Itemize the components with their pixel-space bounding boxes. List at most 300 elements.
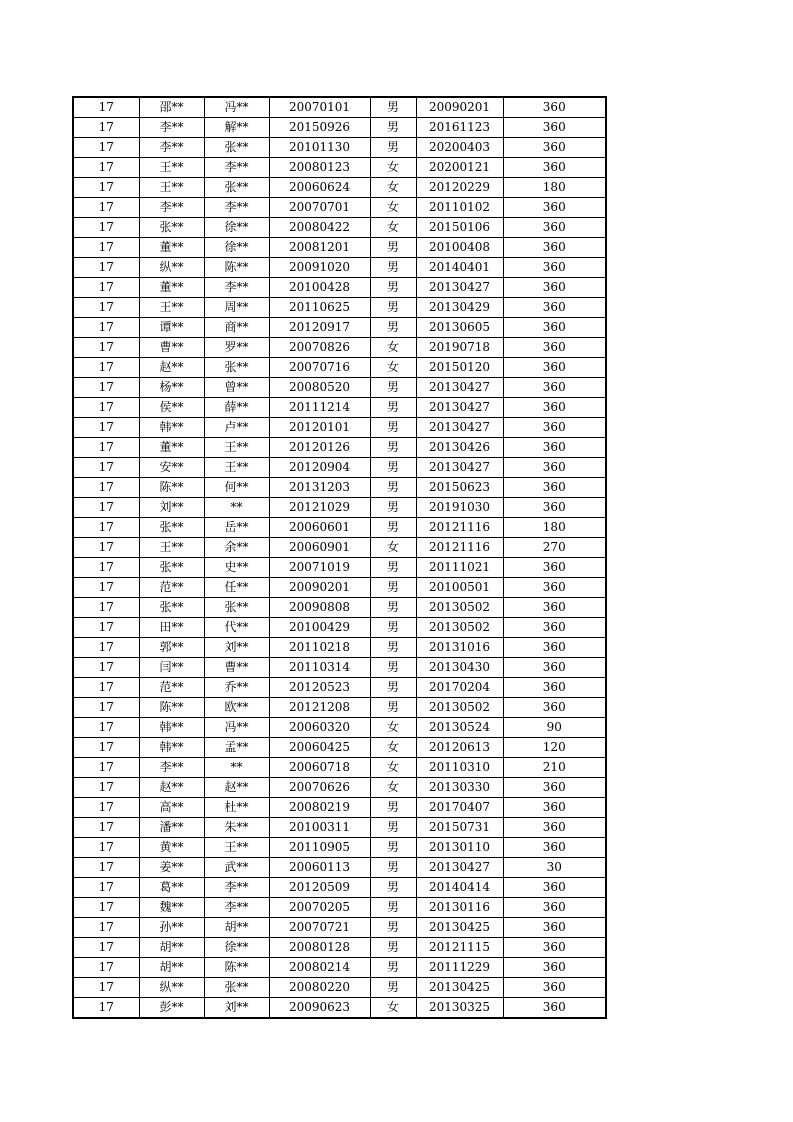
- name-a-cell: 张**: [139, 558, 204, 578]
- table-row: [73, 558, 606, 578]
- group-cell: 17: [73, 758, 139, 778]
- end-date-cell: 20130426: [416, 438, 503, 458]
- table-row: [73, 418, 606, 438]
- name-b-cell: 张**: [204, 138, 269, 158]
- group-cell: 17: [73, 378, 139, 398]
- name-b-cell: 朱**: [204, 818, 269, 838]
- end-date-cell: 20130110: [416, 838, 503, 858]
- name-b-cell: 张**: [204, 358, 269, 378]
- table-row: [73, 118, 606, 138]
- table-row: [73, 638, 606, 658]
- gender-cell: 男: [370, 258, 416, 278]
- name-a-cell: 田**: [139, 618, 204, 638]
- days-cell: 360: [503, 138, 606, 158]
- gender-cell: 女: [370, 738, 416, 758]
- days-cell: 360: [503, 378, 606, 398]
- start-date-cell: 20121029: [269, 498, 370, 518]
- end-date-cell: 20161123: [416, 118, 503, 138]
- days-cell: 360: [503, 118, 606, 138]
- group-cell: 17: [73, 118, 139, 138]
- table-row: [73, 518, 606, 538]
- start-date-cell: 20060624: [269, 178, 370, 198]
- name-a-cell: 谭**: [139, 318, 204, 338]
- group-cell: 17: [73, 838, 139, 858]
- group-cell: 17: [73, 298, 139, 318]
- name-b-cell: 任**: [204, 578, 269, 598]
- name-a-cell: 纵**: [139, 258, 204, 278]
- table-row: [73, 618, 606, 638]
- days-cell: 360: [503, 398, 606, 418]
- end-date-cell: 20130425: [416, 918, 503, 938]
- name-a-cell: 韩**: [139, 738, 204, 758]
- start-date-cell: 20070826: [269, 338, 370, 358]
- start-date-cell: 20131203: [269, 478, 370, 498]
- gender-cell: 男: [370, 858, 416, 878]
- table-row: [73, 578, 606, 598]
- days-cell: 360: [503, 938, 606, 958]
- days-cell: 360: [503, 838, 606, 858]
- table-row: [73, 938, 606, 958]
- end-date-cell: 20170407: [416, 798, 503, 818]
- days-cell: 360: [503, 298, 606, 318]
- group-cell: 17: [73, 778, 139, 798]
- name-a-cell: 黄**: [139, 838, 204, 858]
- end-date-cell: 20090201: [416, 97, 503, 118]
- end-date-cell: 20121115: [416, 938, 503, 958]
- start-date-cell: 20070701: [269, 198, 370, 218]
- start-date-cell: 20101130: [269, 138, 370, 158]
- days-cell: 360: [503, 458, 606, 478]
- name-a-cell: 曹**: [139, 338, 204, 358]
- name-a-cell: 韩**: [139, 718, 204, 738]
- days-cell: 360: [503, 918, 606, 938]
- start-date-cell: 20120917: [269, 318, 370, 338]
- start-date-cell: 20120101: [269, 418, 370, 438]
- gender-cell: 男: [370, 318, 416, 338]
- gender-cell: 男: [370, 618, 416, 638]
- name-a-cell: 彭**: [139, 998, 204, 1019]
- days-cell: 360: [503, 278, 606, 298]
- name-b-cell: 徐**: [204, 218, 269, 238]
- gender-cell: 男: [370, 958, 416, 978]
- table-row: [73, 538, 606, 558]
- days-cell: 360: [503, 638, 606, 658]
- table-row: [73, 398, 606, 418]
- gender-cell: 男: [370, 378, 416, 398]
- gender-cell: 男: [370, 898, 416, 918]
- name-b-cell: 欧**: [204, 698, 269, 718]
- end-date-cell: 20130502: [416, 698, 503, 718]
- name-b-cell: 罗**: [204, 338, 269, 358]
- days-cell: 360: [503, 478, 606, 498]
- name-a-cell: 侯**: [139, 398, 204, 418]
- group-cell: 17: [73, 438, 139, 458]
- days-cell: 360: [503, 438, 606, 458]
- group-cell: 17: [73, 258, 139, 278]
- end-date-cell: 20200403: [416, 138, 503, 158]
- start-date-cell: 20080220: [269, 978, 370, 998]
- days-cell: 90: [503, 718, 606, 738]
- table-row: [73, 238, 606, 258]
- days-cell: 360: [503, 598, 606, 618]
- end-date-cell: 20130116: [416, 898, 503, 918]
- name-a-cell: 魏**: [139, 898, 204, 918]
- name-b-cell: 冯**: [204, 97, 269, 118]
- gender-cell: 女: [370, 358, 416, 378]
- name-b-cell: 冯**: [204, 718, 269, 738]
- end-date-cell: 20130330: [416, 778, 503, 798]
- name-b-cell: 岳**: [204, 518, 269, 538]
- name-b-cell: 张**: [204, 978, 269, 998]
- name-b-cell: **: [204, 498, 269, 518]
- group-cell: 17: [73, 198, 139, 218]
- group-cell: 17: [73, 898, 139, 918]
- name-b-cell: 赵**: [204, 778, 269, 798]
- end-date-cell: 20130605: [416, 318, 503, 338]
- name-a-cell: 纵**: [139, 978, 204, 998]
- name-b-cell: 史**: [204, 558, 269, 578]
- name-a-cell: 李**: [139, 118, 204, 138]
- table-row: [73, 358, 606, 378]
- gender-cell: 男: [370, 818, 416, 838]
- name-a-cell: 安**: [139, 458, 204, 478]
- end-date-cell: 20110102: [416, 198, 503, 218]
- name-b-cell: 张**: [204, 178, 269, 198]
- name-a-cell: 刘**: [139, 498, 204, 518]
- gender-cell: 男: [370, 418, 416, 438]
- group-cell: 17: [73, 918, 139, 938]
- name-a-cell: 韩**: [139, 418, 204, 438]
- days-cell: 360: [503, 97, 606, 118]
- end-date-cell: 20110310: [416, 758, 503, 778]
- gender-cell: 女: [370, 718, 416, 738]
- gender-cell: 女: [370, 178, 416, 198]
- records-table-body: [73, 97, 606, 1018]
- gender-cell: 男: [370, 138, 416, 158]
- group-cell: 17: [73, 558, 139, 578]
- days-cell: 360: [503, 418, 606, 438]
- name-a-cell: 李**: [139, 758, 204, 778]
- group-cell: 17: [73, 978, 139, 998]
- name-a-cell: 胡**: [139, 938, 204, 958]
- table-row: [73, 878, 606, 898]
- start-date-cell: 20060718: [269, 758, 370, 778]
- gender-cell: 女: [370, 538, 416, 558]
- days-cell: 360: [503, 798, 606, 818]
- end-date-cell: 20130502: [416, 618, 503, 638]
- end-date-cell: 20130524: [416, 718, 503, 738]
- days-cell: 360: [503, 158, 606, 178]
- start-date-cell: 20110905: [269, 838, 370, 858]
- group-cell: 17: [73, 418, 139, 438]
- gender-cell: 男: [370, 498, 416, 518]
- group-cell: 17: [73, 358, 139, 378]
- name-b-cell: 乔**: [204, 678, 269, 698]
- start-date-cell: 20091020: [269, 258, 370, 278]
- name-b-cell: **: [204, 758, 269, 778]
- group-cell: 17: [73, 478, 139, 498]
- end-date-cell: 20150106: [416, 218, 503, 238]
- gender-cell: 女: [370, 758, 416, 778]
- end-date-cell: 20140414: [416, 878, 503, 898]
- table-row: [73, 698, 606, 718]
- name-a-cell: 李**: [139, 198, 204, 218]
- end-date-cell: 20190718: [416, 338, 503, 358]
- days-cell: 360: [503, 338, 606, 358]
- gender-cell: 女: [370, 198, 416, 218]
- start-date-cell: 20080422: [269, 218, 370, 238]
- days-cell: 360: [503, 578, 606, 598]
- name-b-cell: 李**: [204, 898, 269, 918]
- name-b-cell: 曾**: [204, 378, 269, 398]
- start-date-cell: 20120509: [269, 878, 370, 898]
- gender-cell: 男: [370, 478, 416, 498]
- gender-cell: 男: [370, 97, 416, 118]
- table-row: [73, 958, 606, 978]
- table-row: [73, 978, 606, 998]
- start-date-cell: 20060113: [269, 858, 370, 878]
- name-a-cell: 王**: [139, 178, 204, 198]
- end-date-cell: 20131016: [416, 638, 503, 658]
- end-date-cell: 20130502: [416, 598, 503, 618]
- start-date-cell: 20080520: [269, 378, 370, 398]
- gender-cell: 男: [370, 798, 416, 818]
- table-row: [73, 738, 606, 758]
- end-date-cell: 20150120: [416, 358, 503, 378]
- start-date-cell: 20060901: [269, 538, 370, 558]
- name-b-cell: 周**: [204, 298, 269, 318]
- days-cell: 180: [503, 518, 606, 538]
- days-cell: 360: [503, 318, 606, 338]
- group-cell: 17: [73, 618, 139, 638]
- name-a-cell: 杨**: [139, 378, 204, 398]
- days-cell: 360: [503, 558, 606, 578]
- table-row: [73, 278, 606, 298]
- table-row: [73, 798, 606, 818]
- group-cell: 17: [73, 458, 139, 478]
- table-row: [73, 998, 606, 1019]
- name-b-cell: 胡**: [204, 918, 269, 938]
- start-date-cell: 20080128: [269, 938, 370, 958]
- gender-cell: 女: [370, 158, 416, 178]
- gender-cell: 男: [370, 638, 416, 658]
- name-b-cell: 王**: [204, 438, 269, 458]
- start-date-cell: 20060320: [269, 718, 370, 738]
- name-a-cell: 赵**: [139, 358, 204, 378]
- days-cell: 360: [503, 818, 606, 838]
- days-cell: 180: [503, 178, 606, 198]
- start-date-cell: 20110314: [269, 658, 370, 678]
- records-table: [72, 96, 607, 1019]
- table-row: [73, 498, 606, 518]
- start-date-cell: 20100428: [269, 278, 370, 298]
- gender-cell: 女: [370, 218, 416, 238]
- group-cell: 17: [73, 178, 139, 198]
- group-cell: 17: [73, 538, 139, 558]
- days-cell: 360: [503, 998, 606, 1019]
- name-b-cell: 武**: [204, 858, 269, 878]
- start-date-cell: 20120126: [269, 438, 370, 458]
- name-b-cell: 余**: [204, 538, 269, 558]
- gender-cell: 男: [370, 458, 416, 478]
- name-b-cell: 代**: [204, 618, 269, 638]
- gender-cell: 男: [370, 918, 416, 938]
- days-cell: 360: [503, 778, 606, 798]
- name-a-cell: 董**: [139, 438, 204, 458]
- end-date-cell: 20170204: [416, 678, 503, 698]
- group-cell: 17: [73, 318, 139, 338]
- name-a-cell: 董**: [139, 278, 204, 298]
- name-a-cell: 张**: [139, 518, 204, 538]
- gender-cell: 男: [370, 878, 416, 898]
- days-cell: 360: [503, 498, 606, 518]
- group-cell: 17: [73, 398, 139, 418]
- name-b-cell: 徐**: [204, 938, 269, 958]
- table-row: [73, 898, 606, 918]
- days-cell: 360: [503, 898, 606, 918]
- name-a-cell: 胡**: [139, 958, 204, 978]
- table-row: [73, 338, 606, 358]
- start-date-cell: 20060601: [269, 518, 370, 538]
- group-cell: 17: [73, 858, 139, 878]
- name-a-cell: 王**: [139, 298, 204, 318]
- days-cell: 210: [503, 758, 606, 778]
- start-date-cell: 20150926: [269, 118, 370, 138]
- start-date-cell: 20110218: [269, 638, 370, 658]
- table-row: [73, 758, 606, 778]
- end-date-cell: 20100501: [416, 578, 503, 598]
- start-date-cell: 20080123: [269, 158, 370, 178]
- name-a-cell: 陈**: [139, 698, 204, 718]
- name-a-cell: 闫**: [139, 658, 204, 678]
- group-cell: 17: [73, 598, 139, 618]
- days-cell: 30: [503, 858, 606, 878]
- start-date-cell: 20120904: [269, 458, 370, 478]
- table-row: [73, 478, 606, 498]
- name-a-cell: 王**: [139, 158, 204, 178]
- gender-cell: 女: [370, 998, 416, 1019]
- gender-cell: 男: [370, 678, 416, 698]
- gender-cell: 男: [370, 698, 416, 718]
- end-date-cell: 20111229: [416, 958, 503, 978]
- table-row: [73, 138, 606, 158]
- group-cell: 17: [73, 738, 139, 758]
- name-a-cell: 张**: [139, 598, 204, 618]
- end-date-cell: 20121116: [416, 518, 503, 538]
- table-row: [73, 718, 606, 738]
- days-cell: 360: [503, 658, 606, 678]
- gender-cell: 女: [370, 338, 416, 358]
- name-a-cell: 葛**: [139, 878, 204, 898]
- days-cell: 360: [503, 978, 606, 998]
- name-b-cell: 卢**: [204, 418, 269, 438]
- name-a-cell: 陈**: [139, 478, 204, 498]
- name-a-cell: 范**: [139, 578, 204, 598]
- table-row: [73, 838, 606, 858]
- start-date-cell: 20121208: [269, 698, 370, 718]
- gender-cell: 男: [370, 558, 416, 578]
- name-b-cell: 李**: [204, 158, 269, 178]
- name-a-cell: 姜**: [139, 858, 204, 878]
- gender-cell: 男: [370, 938, 416, 958]
- group-cell: 17: [73, 158, 139, 178]
- name-b-cell: 刘**: [204, 998, 269, 1019]
- gender-cell: 男: [370, 518, 416, 538]
- gender-cell: 男: [370, 298, 416, 318]
- name-b-cell: 孟**: [204, 738, 269, 758]
- name-b-cell: 李**: [204, 878, 269, 898]
- gender-cell: 男: [370, 118, 416, 138]
- days-cell: 360: [503, 198, 606, 218]
- name-a-cell: 孙**: [139, 918, 204, 938]
- start-date-cell: 20070101: [269, 97, 370, 118]
- end-date-cell: 20140401: [416, 258, 503, 278]
- table-row: [73, 97, 606, 118]
- end-date-cell: 20150623: [416, 478, 503, 498]
- group-cell: 17: [73, 498, 139, 518]
- days-cell: 360: [503, 218, 606, 238]
- table-row: [73, 658, 606, 678]
- name-b-cell: 王**: [204, 458, 269, 478]
- table-row: [73, 258, 606, 278]
- group-cell: 17: [73, 798, 139, 818]
- end-date-cell: 20120229: [416, 178, 503, 198]
- table-row: [73, 778, 606, 798]
- group-cell: 17: [73, 578, 139, 598]
- group-cell: 17: [73, 338, 139, 358]
- name-a-cell: 邵**: [139, 97, 204, 118]
- end-date-cell: 20120613: [416, 738, 503, 758]
- group-cell: 17: [73, 958, 139, 978]
- name-b-cell: 薛**: [204, 398, 269, 418]
- start-date-cell: 20120523: [269, 678, 370, 698]
- table-row: [73, 218, 606, 238]
- end-date-cell: 20200121: [416, 158, 503, 178]
- name-b-cell: 曹**: [204, 658, 269, 678]
- name-b-cell: 李**: [204, 198, 269, 218]
- end-date-cell: 20111021: [416, 558, 503, 578]
- gender-cell: 女: [370, 778, 416, 798]
- days-cell: 270: [503, 538, 606, 558]
- gender-cell: 男: [370, 398, 416, 418]
- name-a-cell: 赵**: [139, 778, 204, 798]
- start-date-cell: 20070205: [269, 898, 370, 918]
- days-cell: 120: [503, 738, 606, 758]
- end-date-cell: 20100408: [416, 238, 503, 258]
- start-date-cell: 20070626: [269, 778, 370, 798]
- end-date-cell: 20130427: [416, 278, 503, 298]
- table-row: [73, 458, 606, 478]
- name-a-cell: 李**: [139, 138, 204, 158]
- name-a-cell: 范**: [139, 678, 204, 698]
- start-date-cell: 20111214: [269, 398, 370, 418]
- name-a-cell: 张**: [139, 218, 204, 238]
- table-row: [73, 298, 606, 318]
- group-cell: 17: [73, 938, 139, 958]
- gender-cell: 男: [370, 838, 416, 858]
- group-cell: 17: [73, 818, 139, 838]
- start-date-cell: 20110625: [269, 298, 370, 318]
- end-date-cell: 20130427: [416, 398, 503, 418]
- table-row: [73, 178, 606, 198]
- group-cell: 17: [73, 518, 139, 538]
- gender-cell: 男: [370, 438, 416, 458]
- gender-cell: 男: [370, 238, 416, 258]
- gender-cell: 男: [370, 978, 416, 998]
- days-cell: 360: [503, 678, 606, 698]
- table-row: [73, 918, 606, 938]
- name-b-cell: 张**: [204, 598, 269, 618]
